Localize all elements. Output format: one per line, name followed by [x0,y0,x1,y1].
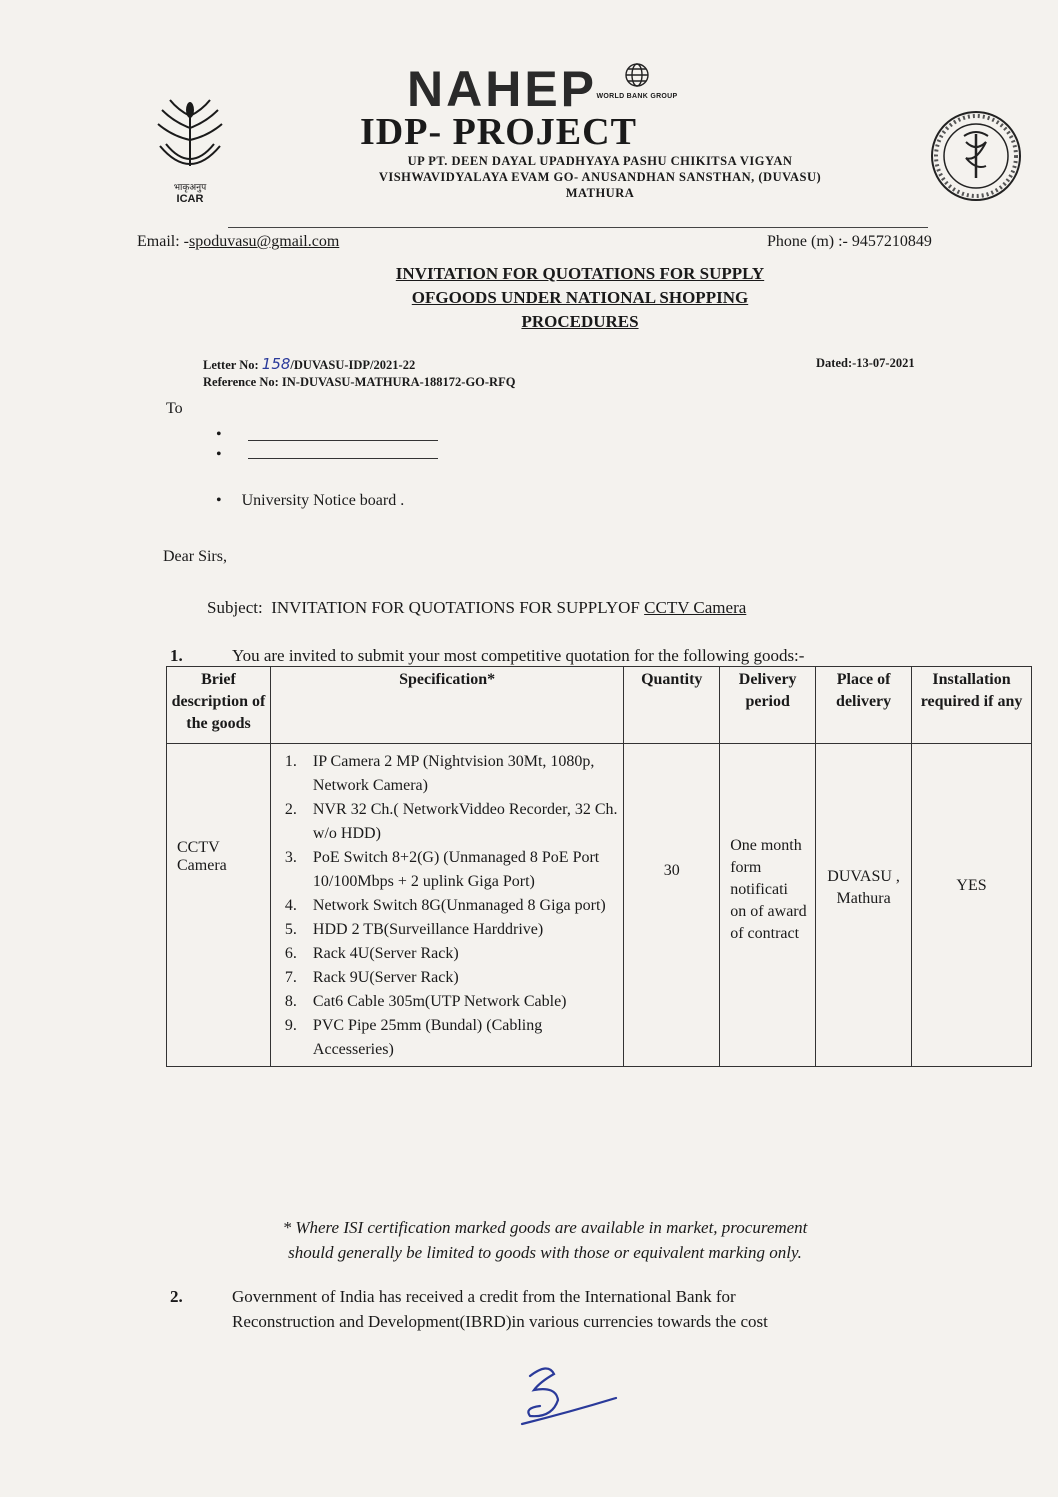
column-header: Installation required if any [912,667,1032,744]
column-header: Specification* [270,667,623,744]
spec-item: 7. Rack 9U(Server Rack) [284,969,459,986]
spec-item: 4. Network Switch 8G(Unmanaged 8 Giga port) [284,897,606,914]
icar-label: ICAR [176,193,204,205]
specification-list [275,750,619,1062]
spec-item: 6. Rack 4U(Server Rack) [284,945,459,962]
heading-line-1: INVITATION FOR QUOTATIONS FOR SUPPLY [395,264,765,283]
blank-address-line [248,440,438,441]
subject-item: CCTV Camera [644,598,747,617]
quantity-cell: 30 [624,744,720,1067]
spec-item: 8. Cat6 Cable 305m(UTP Network Cable) [284,993,567,1010]
email-label: Email: - [137,233,189,250]
paragraph-1: 1. You are invited to submit your most competitive quotation for the following goods:- [170,646,805,665]
bullet: • [216,426,222,443]
email-line [137,233,339,251]
project-title: IDP- PROJECT [360,111,637,153]
svg-text:भाकृअनुप: भाकृअनुप [173,183,207,193]
salutation: Dear Sirs, [163,548,227,565]
institution-line-2: VISHWAVIDYALAYA EVAM GO- ANUSANDHAN SANSTHAN, (DUVASU) [378,170,822,184]
document-page: भाकृअनुप ICAR NAHEP WORLD BANK GROUP IDP- PROJECT UP PT. DEEN DAYAL UPADHYAYA PASHU CHIKITSA VIGYAN VISHWAVIDYALAYA EVAM GO- ANUSANDHAN SANSTHAN, (DUVASU) MATHURA Email: -spoduvasu@gmail.com Phone (m) :- 9457210849 INVITATION FOR QUOTATIONS FOR SUPPLY OFGOODS UNDER NATIONAL SHOPPING PROCEDURES Letter No: 158/DUVASU-IDP/2021-22 Reference No: IN-DUVASU-MATHURA-188172-GO-RFQ Dated:-13-07-2021 To • • • University Notice board . Dear Sirs, Subject: INVITATION FOR QUOTATIONS FOR SUPPLYOF CCTV Camera 1. You are invited to submit your most competitive quotation for the following goods:- Brief description of the goods Specification* Quantity Delivery period Place of delivery Installation required if any CCTV Camera 1. IP Camera 2 MP (Nightvision 30Mt, 1080p, Network Camera) 2. NVR 32 Ch.( NetworkViddeo Recorder, 32 Ch. w/o HDD) 3. PoE Switch 8+2(G) (Unmanaged 8 PoE Port 10/100Mbps + 2 uplink Giga Port) 4. Network Switch 8G(Unmanaged 8 Giga port) 5. HDD 2 TB(Surveillance Harddrive) 6. Rack 4U(Server Rack) 7. Rack 9U(Server Rack) 8. Cat6 Cable 305m(UTP Network Cable) 9. PVC Pipe 25mm (Bundal) (Cabling Accesseries) 30 One month form notificati on of award of contract DUVASU , Mathura YES * Where ISI certification marked goods are available in market, procurement should generally be limited to goods with those or equivalent marking only. 2. Government of India has received a credit from the International Bank for Reconstruction and Development(IBRD)in various currencies towards the cost [0,0,1058,1497]
spec-item: 3. PoE Switch 8+2(G) (Unmanaged 8 PoE Port 10/100Mbps + 2 uplink Giga Port) [284,849,600,890]
table-header-row [167,667,1032,744]
spec-item: 2. NVR 32 Ch.( NetworkViddeo Recorder, 32 Ch. w/o HDD) [284,801,618,842]
phone-line: Phone (m) :- 9457210849 [767,233,932,250]
institution-name [300,153,900,201]
institution-line-3: MATHURA [565,186,635,200]
blank-address-line [248,458,438,459]
table-row [167,744,1032,1067]
column-header: Delivery period [720,667,816,744]
heading-line-2: OFGOODS UNDER NATIONAL SHOPPING [411,288,749,307]
bullet: • [216,446,222,463]
date: Dated:-13-07-2021 [816,356,915,370]
world-bank-label: WORLD BANK GROUP [596,93,678,100]
signature [500,1360,620,1430]
duvasu-seal [928,108,1024,204]
place-of-delivery-cell: DUVASU , Mathura [816,744,912,1067]
world-bank-logo [592,62,682,100]
header-divider [228,227,928,228]
institution-line-1: UP PT. DEEN DAYAL UPADHYAYA PASHU CHIKITSA VIGYAN [407,154,793,168]
email-address[interactable]: spoduvasu@gmail.com [188,233,340,250]
globe-icon [624,62,650,88]
notice-board-item: • University Notice board . [216,492,405,509]
goods-table [166,666,1032,1067]
handwritten-letter-number: 158 [261,355,291,373]
spec-item: 5. HDD 2 TB(Surveillance Harddrive) [284,921,544,938]
icar-logo [152,96,228,206]
subject-line: Subject: INVITATION FOR QUOTATIONS FOR SUPPLYOF CCTV Camera [207,598,747,617]
spec-item: 1. IP Camera 2 MP (Nightvision 30Mt, 1080p, Network Camera) [284,753,595,794]
delivery-period-cell: One month form notificati on of award of contract [720,744,816,1067]
specification-cell [270,744,623,1067]
nahep-logo: NAHEP [407,61,598,117]
letter-reference-block [203,356,515,391]
document-heading [320,262,840,334]
column-header: Place of delivery [816,667,912,744]
goods-cell: CCTV Camera [167,744,271,1067]
heading-line-3: PROCEDURES [521,312,639,331]
letter-number: Letter No: 158/DUVASU-IDP/2021-22 [203,355,416,373]
installation-cell: YES [912,744,1032,1067]
column-header: Quantity [624,667,720,744]
spec-item: 9. PVC Pipe 25mm (Bundal) (Cabling Accesseries) [284,1017,543,1058]
footnote: * Where ISI certification marked goods are available in market, procurement should generally be limited to goods with those or equivalent marking only. [282,1218,808,1262]
to-label: To [166,400,183,417]
column-header: Brief description of the goods [167,667,271,744]
reference-number: Reference No: IN-DUVASU-MATHURA-188172-GO-RFQ [203,375,516,389]
